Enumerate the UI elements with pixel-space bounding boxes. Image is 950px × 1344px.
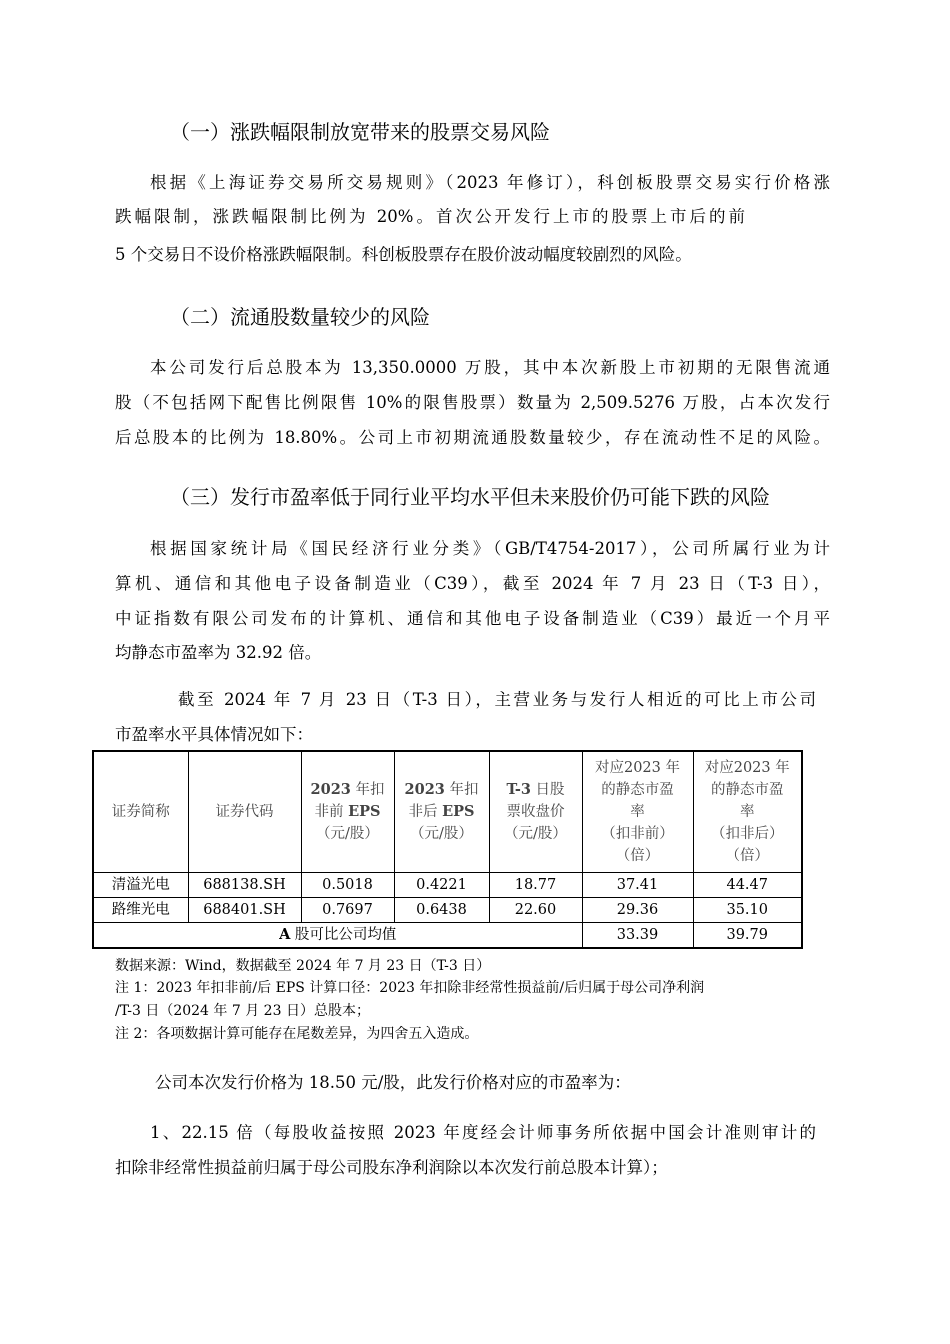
average-label: A 股可比公司均值	[93, 923, 582, 949]
cell: 0.6438	[394, 898, 489, 923]
header-eps-after: 2023 年扣 非后 EPS （元/股）	[394, 751, 489, 873]
table-note-1: 注 1：2023 年扣非前/后 EPS 计算口径：2023 年扣除非经常性损益前/后归属于母公司净利润	[115, 980, 705, 996]
table-note-1-cont: /T-3 日（2024 年 7 月 23 日）总股本；	[115, 1003, 370, 1019]
cell: 0.5018	[301, 873, 394, 898]
cell: 0.7697	[301, 898, 394, 923]
table-note-2: 注 2：各项数据计算可能存在尾数差异，为四舍五入造成。	[115, 1026, 479, 1042]
header-close-price: T-3 日股 票收盘价 （元/股）	[489, 751, 582, 873]
cell: 22.60	[489, 898, 582, 923]
paragraph-line: 扣除非经常性损益前归属于母公司股东净利润除以本次发行前总股本计算）；	[115, 1158, 668, 1177]
table-header-row	[93, 751, 802, 873]
cell: 44.47	[693, 873, 802, 898]
table-row	[93, 873, 802, 898]
cell: 35.10	[693, 898, 802, 923]
header-pe-before: 对应2023 年 的静态市盈 率 （扣非前） （倍）	[582, 751, 693, 873]
section-heading-2: （二）流通股数量较少的风险	[170, 305, 430, 329]
paragraph-line: 根据《上海证券交易所交易规则》（2023 年修订），科创板股票交易实行价格涨	[150, 173, 830, 192]
paragraph-line: 本公司发行后总股本为 13,350.0000 万股，其中本次新股上市初期的无限售流通	[150, 358, 830, 377]
header-pe-after: 对应2023 年 的静态市盈 率 （扣非后） （倍）	[693, 751, 802, 873]
paragraph-line: 市盈率水平具体情况如下：	[115, 725, 313, 744]
cell: 18.77	[489, 873, 582, 898]
comparable-companies-table	[92, 750, 803, 949]
paragraph-line: 跌幅限制，涨跌幅限制比例为 20%。首次公开发行上市的股票上市后的前	[115, 207, 745, 226]
average-pe-after: 39.79	[693, 923, 802, 949]
cell: 清溢光电	[93, 873, 188, 898]
paragraph-line: 1、22.15 倍（每股收益按照 2023 年度经会计师事务所依据中国会计准则审计的	[150, 1123, 816, 1142]
header-security-code: 证券代码	[188, 751, 301, 873]
header-eps-before: 2023 年扣 非前 EPS （元/股）	[301, 751, 394, 873]
paragraph-line: 公司本次发行价格为 18.50 元/股，此发行价格对应的市盈率为：	[155, 1073, 631, 1092]
table-row	[93, 898, 802, 923]
paragraph-line: 5 个交易日不设价格涨跌幅限制。科创板股票存在股价波动幅度较剧烈的风险。	[115, 245, 692, 264]
cell: 0.4221	[394, 873, 489, 898]
paragraph-line: 算机、通信和其他电子设备制造业（C39），截至 2024 年 7 月 23 日（T-3 日），	[115, 574, 830, 593]
header-security-name: 证券简称	[93, 751, 188, 873]
cell: 688401.SH	[188, 898, 301, 923]
paragraph-line: 股（不包括网下配售比例限售 10%的限售股票）数量为 2,509.5276 万股，占本次发行	[115, 393, 830, 412]
cell: 路维光电	[93, 898, 188, 923]
paragraph-line: 根据国家统计局《国民经济行业分类》（GB/T4754-2017），公司所属行业为计	[150, 539, 830, 558]
paragraph-line: 中证指数有限公司发布的计算机、通信和其他电子设备制造业（C39）最近一个月平	[115, 609, 830, 628]
average-row	[93, 923, 802, 949]
paragraph-line: 截至 2024 年 7 月 23 日（T-3 日），主营业务与发行人相近的可比上市公司	[178, 690, 816, 709]
cell: 37.41	[582, 873, 693, 898]
cell: 29.36	[582, 898, 693, 923]
paragraph-line: 均静态市盈率为 32.92 倍。	[115, 643, 322, 662]
paragraph-line: 后总股本的比例为 18.80%。公司上市初期流通股数量较少，存在流动性不足的风险。	[115, 428, 830, 447]
section-heading-3: （三）发行市盈率低于同行业平均水平但未来股价仍可能下跌的风险	[170, 485, 770, 509]
table-source-note: 数据来源：Wind，数据截至 2024 年 7 月 23 日（T-3 日）	[115, 958, 491, 974]
cell: 688138.SH	[188, 873, 301, 898]
average-pe-before: 33.39	[582, 923, 693, 949]
section-heading-1: （一）涨跌幅限制放宽带来的股票交易风险	[170, 120, 550, 144]
